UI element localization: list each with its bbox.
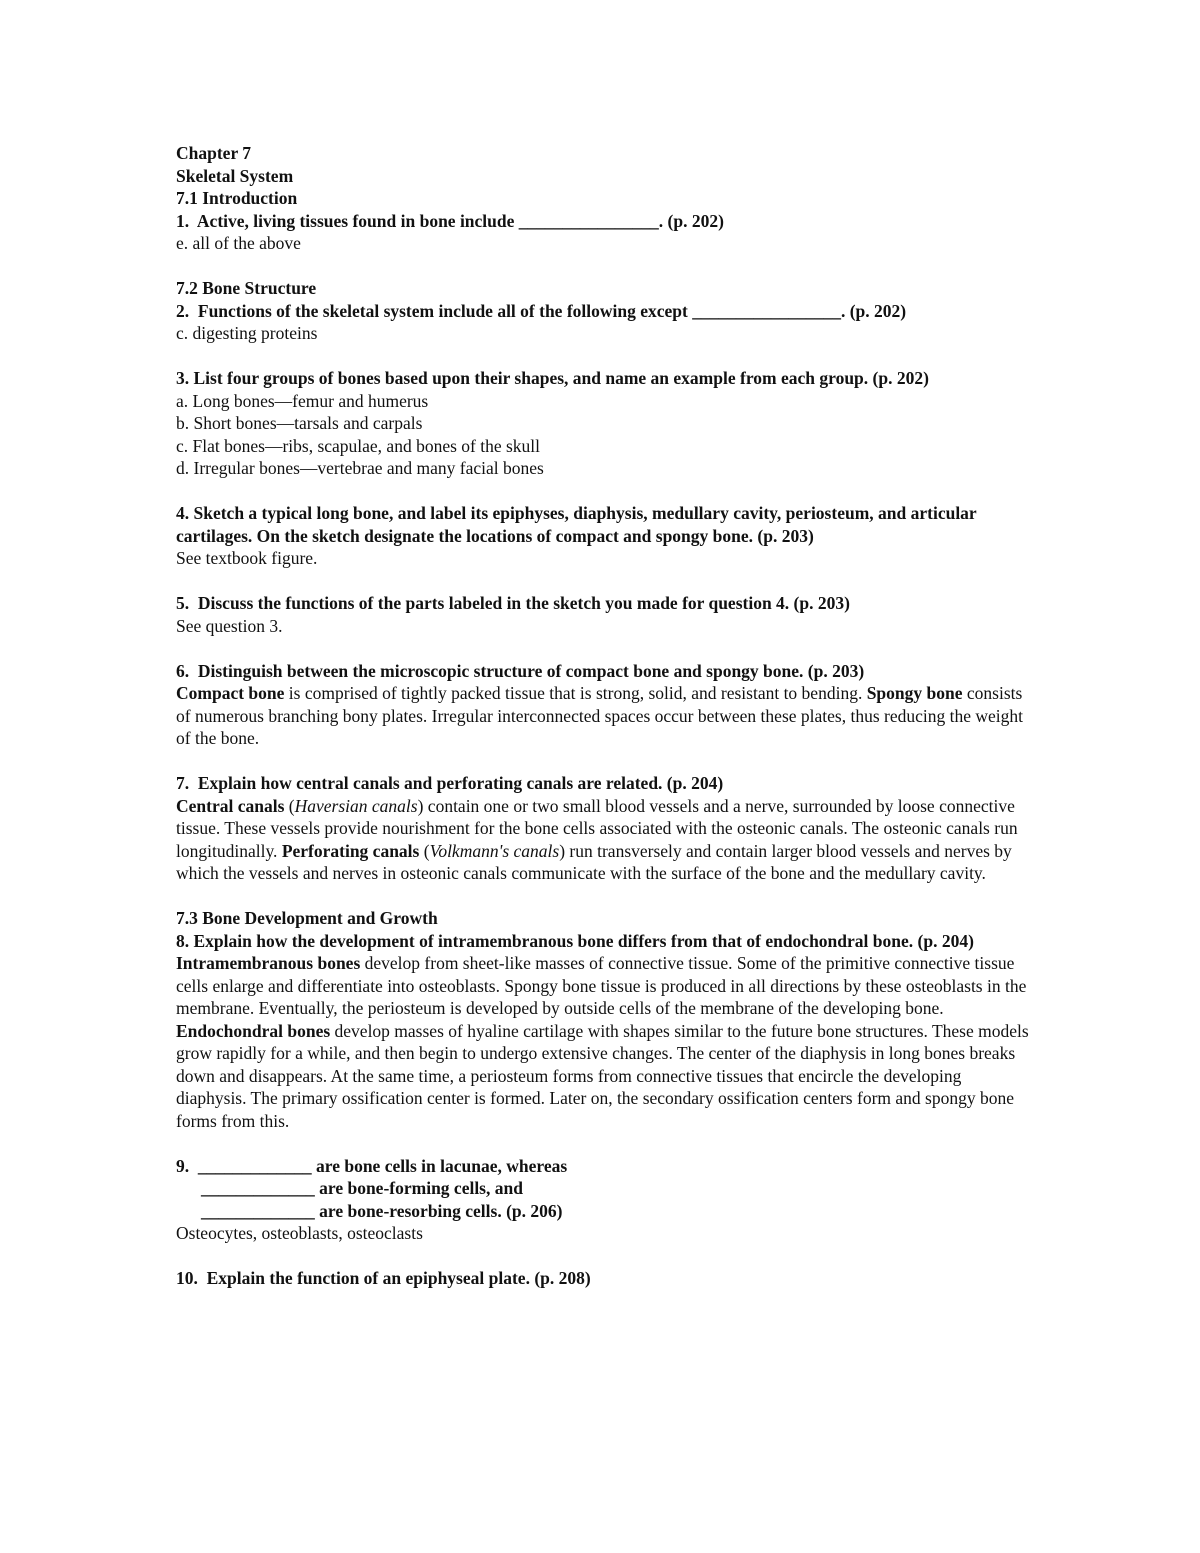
answer-5: See question 3.	[176, 615, 283, 636]
document-page	[176, 142, 1036, 1290]
answer-6: Compact bone is comprised of tightly packed tissue that is strong, solid, and resistant to bending. Spongy bone consists of numerous branching bony plates. Irregular interconnected spaces occur between these plates, thus reducing the weight of the bone.	[176, 683, 1023, 748]
answer-9: Osteocytes, osteoblasts, osteoclasts	[176, 1223, 423, 1243]
term-volkmanns-canals: Volkmann's canals	[429, 840, 560, 861]
term-spongy-bone: Spongy bone	[866, 683, 963, 703]
term-perforating-canals: Perforating canals	[281, 840, 420, 861]
question-4: 4. Sketch a typical long bone, and label its epiphyses, diaphysis, medullary cavity, periosteum, and articular cartilages. On the sketch designate the locations of compact and spongy bone. (p. 203)	[176, 503, 977, 546]
section-heading-7-2: 7.2 Bone Structure	[176, 278, 317, 298]
question-6: 6. Distinguish between the microscopic structure of compact bone and spongy bone. (p. 203)	[176, 660, 865, 681]
answer-4: See textbook figure.	[176, 548, 318, 568]
section-heading-7-3: 7.3 Bone Development and Growth	[176, 908, 438, 928]
question-8: 8. Explain how the development of intramembranous bone differs from that of endochondral bone. (p. 204)	[176, 930, 974, 951]
term-haversian-canals: Haversian canals	[294, 795, 418, 816]
chapter-title: Skeletal System	[176, 165, 294, 186]
term-intramembranous-bones: Intramembranous bones	[176, 953, 361, 973]
answer-8: Intramembranous bones develop from sheet-like masses of connective tissue. Some of the primitive connective tissue cells enlarge and differentiate into osteoblasts. Spongy bone tissue is produced in all directions by these osteoblasts in the membrane. Eventually, the periosteum is developed by outside cells of the membrane of the developing bone. Endochondral bones develop masses of hyaline cartilage with shapes similar to the future bone structures. These models grow rapidly for a while, and then begin to undergo extensive changes. The center of the diaphysis in long bones breaks down and disappears. At the same time, a periosteum forms from connective tissues that encircle the developing diaphysis. The primary ossification center is formed. Later on, the secondary ossification centers form and spongy bone forms from this.	[176, 953, 1029, 1131]
section-heading-7-1: 7.1 Introduction	[176, 188, 298, 208]
term-compact-bone: Compact bone	[176, 683, 285, 703]
question-1: 1. Active, living tissues found in bone include ________________. (p. 202)	[176, 210, 724, 231]
question-9-line-3: _____________ are bone-resorbing cells. (p. 206)	[201, 1200, 563, 1221]
answer-3-item: d. Irregular bones—vertebrae and many facial bones	[176, 458, 544, 478]
question-3: 3. List four groups of bones based upon their shapes, and name an example from each group. (p. 202)	[176, 368, 929, 388]
term-endochondral-bones: Endochondral bones	[176, 1020, 331, 1041]
answer-3-item: c. Flat bones—ribs, scapulae, and bones of the skull	[176, 435, 541, 456]
question-5: 5. Discuss the functions of the parts labeled in the sketch you made for question 4. (p. 203)	[176, 593, 850, 613]
question-9-line-1: 9. _____________ are bone cells in lacunae, whereas	[176, 1155, 568, 1176]
question-9-line-2: _____________ are bone-forming cells, and	[201, 1178, 523, 1198]
answer-2: c. digesting proteins	[176, 323, 318, 343]
term-central-canals: Central canals	[176, 795, 285, 816]
question-7: 7. Explain how central canals and perforating canals are related. (p. 204)	[176, 773, 724, 793]
question-10: 10. Explain the function of an epiphyseal plate. (p. 208)	[176, 1268, 591, 1288]
answer-3-item: a. Long bones—femur and humerus	[176, 390, 429, 411]
answer-7: Central canals (Haversian canals) contain one or two small blood vessels and a nerve, surrounded by loose connective tissue. These vessels provide nourishment for the bone cells associated with the osteonic canals. The osteonic canals run longitudinally. Perforating canals (Volkmann's canals) run transversely and contain larger blood vessels and nerves by which the vessels and nerves in osteonic canals communicate with the surface of the bone and the medullary cavity.	[176, 795, 1018, 883]
question-2: 2. Functions of the skeletal system include all of the following except _________________. (p. 202)	[176, 300, 907, 321]
answer-3-item: b. Short bones—tarsals and carpals	[176, 413, 423, 433]
chapter-label: Chapter 7	[176, 143, 252, 163]
answer-1: e. all of the above	[176, 233, 301, 253]
